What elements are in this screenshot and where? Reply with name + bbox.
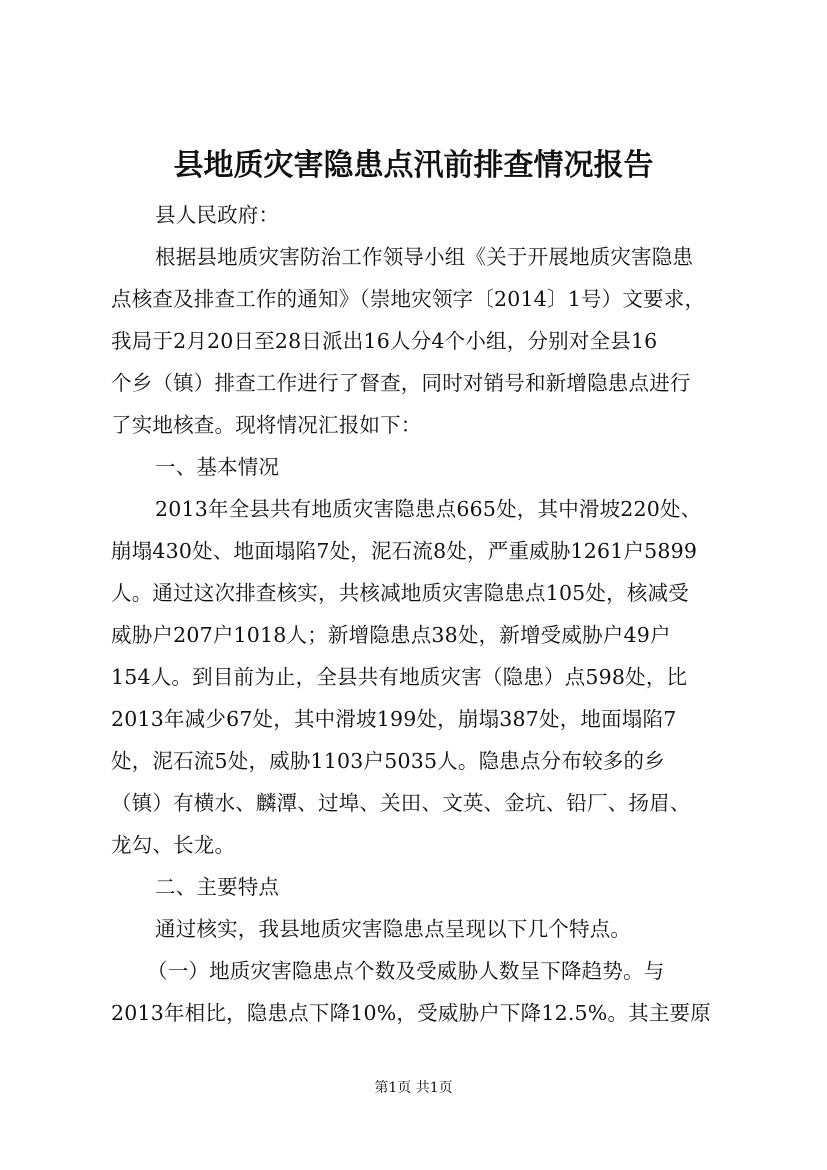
paragraph-line: 处，泥石流5处，威胁1103户5035人。隐患点分布较多的乡 xyxy=(111,749,665,773)
section-heading: 二、主要特点 xyxy=(155,875,280,899)
paragraph-line: （一）地质灾害隐患点个数及受威胁人数呈下降趋势。与 xyxy=(147,959,665,983)
paragraph-line: 2013年全县共有地质灾害隐患点665处，其中滑坡220处、 xyxy=(155,497,702,521)
document-title: 县地质灾害隐患点汛前排查情况报告 xyxy=(173,148,654,183)
paragraph-line: 2013年减少67处，其中滑坡199处，崩塌387处，地面塌陷7 xyxy=(111,707,677,731)
paragraph-line: 通过核实，我县地质灾害隐患点呈现以下几个特点。 xyxy=(155,917,632,941)
paragraph-line: 根据县地质灾害防治工作领导小组《关于开展地质灾害隐患 xyxy=(155,245,694,269)
paragraph-line: 崩塌430处、地面塌陷7处，泥石流8处，严重威胁1261户5899 xyxy=(111,539,698,563)
section-heading: 一、基本情况 xyxy=(155,455,280,479)
paragraph-line: 人。通过这次排查核实，共核减地质灾害隐患点105处，核减受 xyxy=(111,581,689,605)
paragraph-line: 点核查及排查工作的通知》（崇地灾领字〔2014〕1号）文要求， xyxy=(111,287,706,311)
paragraph-line: 154人。到目前为止，全县共有地质灾害（隐患）点598处，比 xyxy=(111,665,688,689)
paragraph-line: 龙勾、长龙。 xyxy=(111,833,236,857)
page-footer: 第1页 共1页 xyxy=(374,1080,453,1096)
document-body xyxy=(111,194,743,1034)
paragraph-line: （镇）有横水、麟潭、过埠、关田、文英、金坑、铅厂、扬眉、 xyxy=(111,791,691,815)
paragraph-line: 2013年相比，隐患点下降10%，受威胁户下降12.5%。其主要原 xyxy=(111,1001,711,1025)
paragraph-line: 我局于2月20日至28日派出16人分4个小组，分别对全县16 xyxy=(111,329,658,353)
paragraph-line: 个乡（镇）排查工作进行了督查，同时对销号和新增隐患点进行 xyxy=(111,371,691,395)
paragraph-line: 威胁户207户1018人；新增隐患点38处，新增受威胁户49户 xyxy=(111,623,671,647)
paragraph-line: 了实地核查。现将情况汇报如下： xyxy=(111,413,422,437)
salutation-line: 县人民政府： xyxy=(155,203,280,227)
